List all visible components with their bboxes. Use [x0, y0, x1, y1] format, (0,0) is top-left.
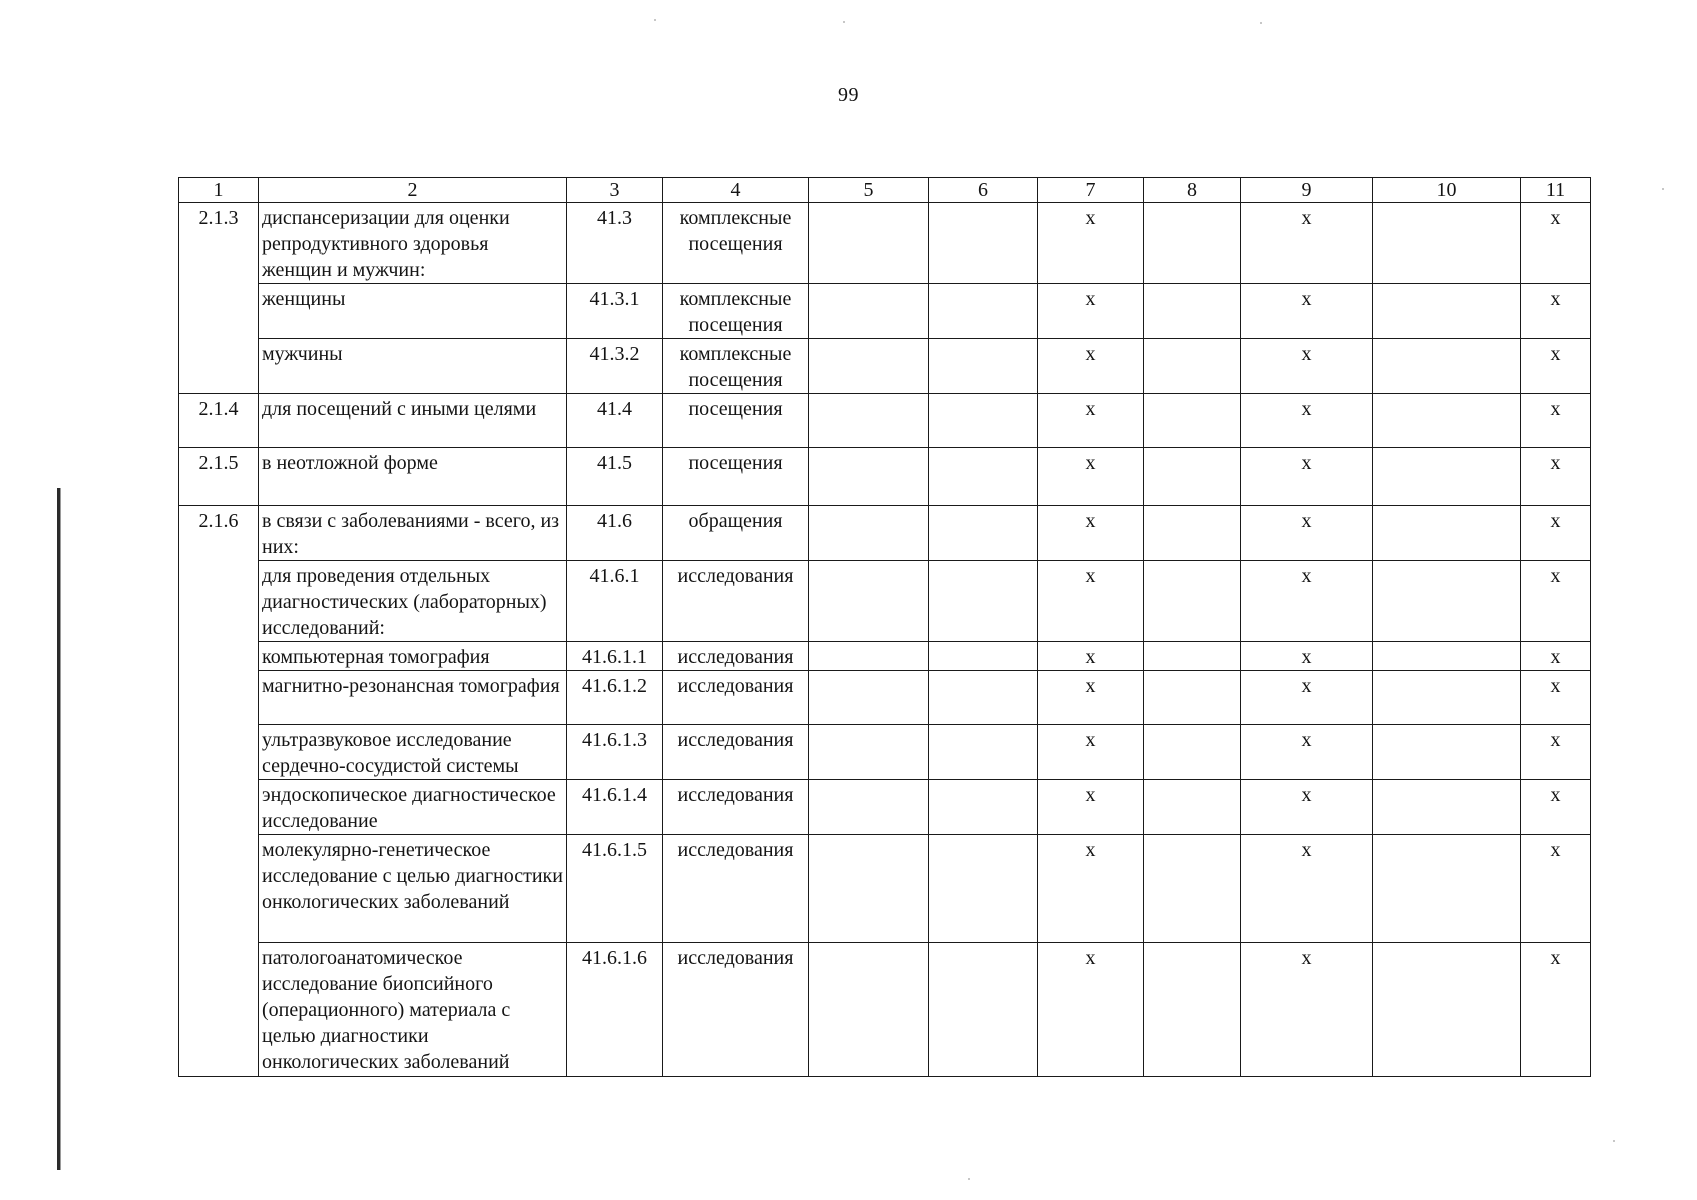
cell-empty [809, 671, 929, 725]
row-unit: обращения [663, 506, 809, 561]
cell-x-mark: х [1521, 671, 1591, 725]
table-row [179, 780, 1591, 835]
cell-empty [929, 642, 1038, 671]
scan-speck [1613, 1140, 1615, 1142]
row-code: 2.1.4 [179, 394, 259, 448]
cell-x-mark: х [1521, 780, 1591, 835]
row-code: 2.1.6 [179, 506, 259, 1077]
cell-empty [929, 561, 1038, 642]
cell-x-mark: х [1521, 642, 1591, 671]
cell-x-mark: х [1038, 943, 1144, 1077]
header-row [179, 178, 1591, 203]
row-code: 2.1.3 [179, 203, 259, 394]
row-line-number: 41.6.1.1 [567, 642, 663, 671]
table-row [179, 339, 1591, 394]
row-name: диспансеризации для оценки репродуктивного здоровья женщин и мужчин: [259, 203, 567, 284]
row-name: компьютерная томография [259, 642, 567, 671]
column-header: 7 [1038, 178, 1144, 203]
cell-x-mark: х [1038, 780, 1144, 835]
cell-empty [1144, 725, 1241, 780]
row-line-number: 41.4 [567, 394, 663, 448]
cell-empty [929, 203, 1038, 284]
row-unit: комплексные посещения [663, 284, 809, 339]
cell-empty [929, 725, 1038, 780]
cell-empty [1373, 725, 1521, 780]
cell-x-mark: х [1038, 339, 1144, 394]
row-line-number: 41.6.1.6 [567, 943, 663, 1077]
cell-x-mark: х [1241, 203, 1373, 284]
column-header: 9 [1241, 178, 1373, 203]
cell-empty [809, 943, 929, 1077]
table-row [179, 448, 1591, 506]
cell-x-mark: х [1241, 561, 1373, 642]
cell-x-mark: х [1038, 506, 1144, 561]
scan-speck [1260, 22, 1262, 24]
row-unit: исследования [663, 835, 809, 943]
row-code: 2.1.5 [179, 448, 259, 506]
statistics-table [178, 177, 1591, 1077]
cell-x-mark: х [1521, 448, 1591, 506]
cell-empty [929, 339, 1038, 394]
cell-empty [1373, 506, 1521, 561]
row-unit: исследования [663, 943, 809, 1077]
column-header: 4 [663, 178, 809, 203]
row-unit: комплексные посещения [663, 203, 809, 284]
cell-x-mark: х [1241, 448, 1373, 506]
cell-x-mark: х [1241, 671, 1373, 725]
cell-empty [1373, 642, 1521, 671]
row-name: для посещений с иными целями [259, 394, 567, 448]
table-row [179, 943, 1591, 1077]
cell-empty [929, 284, 1038, 339]
cell-empty [1373, 339, 1521, 394]
page-number: 99 [838, 84, 859, 106]
column-header: 5 [809, 178, 929, 203]
column-header: 10 [1373, 178, 1521, 203]
row-unit: исследования [663, 671, 809, 725]
cell-x-mark: х [1521, 203, 1591, 284]
cell-empty [1144, 284, 1241, 339]
table-row [179, 835, 1591, 943]
row-name: патологоанатомическое исследование биопсийного (операционного) материала с целью диагностики онкологических заболеваний [259, 943, 567, 1077]
cell-x-mark: х [1241, 642, 1373, 671]
cell-empty [1373, 203, 1521, 284]
cell-empty [809, 339, 929, 394]
row-line-number: 41.6.1 [567, 561, 663, 642]
row-name: ультразвуковое исследование сердечно-сосудистой системы [259, 725, 567, 780]
cell-empty [929, 506, 1038, 561]
cell-empty [1144, 780, 1241, 835]
row-line-number: 41.3.1 [567, 284, 663, 339]
cell-empty [1373, 394, 1521, 448]
table-row [179, 284, 1591, 339]
row-unit: исследования [663, 642, 809, 671]
row-name: эндоскопическое диагностическое исследование [259, 780, 567, 835]
cell-empty [929, 835, 1038, 943]
row-name: магнитно-резонансная томография [259, 671, 567, 725]
cell-empty [1373, 780, 1521, 835]
table-row [179, 203, 1591, 284]
row-name: женщины [259, 284, 567, 339]
cell-empty [1373, 448, 1521, 506]
row-line-number: 41.6.1.5 [567, 835, 663, 943]
row-unit: исследования [663, 725, 809, 780]
cell-empty [1144, 203, 1241, 284]
cell-empty [809, 561, 929, 642]
cell-empty [929, 671, 1038, 725]
scan-edge-shadow [60, 488, 61, 1170]
cell-empty [809, 725, 929, 780]
cell-empty [1144, 448, 1241, 506]
table-row [179, 725, 1591, 780]
row-unit: комплексные посещения [663, 339, 809, 394]
column-header: 3 [567, 178, 663, 203]
cell-x-mark: х [1038, 284, 1144, 339]
scan-speck [654, 19, 656, 21]
row-name: мужчины [259, 339, 567, 394]
cell-x-mark: х [1038, 448, 1144, 506]
cell-empty [1144, 642, 1241, 671]
row-line-number: 41.6.1.4 [567, 780, 663, 835]
cell-x-mark: х [1241, 394, 1373, 448]
cell-empty [809, 506, 929, 561]
cell-empty [1373, 561, 1521, 642]
cell-empty [1144, 943, 1241, 1077]
cell-x-mark: х [1038, 203, 1144, 284]
row-name: молекулярно-генетическое исследование с целью диагностики онкологических заболеваний [259, 835, 567, 943]
cell-empty [809, 835, 929, 943]
scan-speck [968, 1178, 970, 1180]
cell-empty [1144, 339, 1241, 394]
table-row [179, 506, 1591, 561]
row-unit: посещения [663, 448, 809, 506]
cell-x-mark: х [1038, 642, 1144, 671]
cell-empty [809, 203, 929, 284]
cell-x-mark: х [1038, 671, 1144, 725]
column-header: 8 [1144, 178, 1241, 203]
row-name: в неотложной форме [259, 448, 567, 506]
cell-x-mark: х [1521, 561, 1591, 642]
cell-x-mark: х [1241, 506, 1373, 561]
column-header: 6 [929, 178, 1038, 203]
scan-speck [843, 21, 845, 23]
cell-empty [929, 448, 1038, 506]
cell-x-mark: х [1521, 725, 1591, 780]
cell-empty [929, 943, 1038, 1077]
cell-x-mark: х [1521, 943, 1591, 1077]
row-line-number: 41.6 [567, 506, 663, 561]
table-row [179, 642, 1591, 671]
row-line-number: 41.5 [567, 448, 663, 506]
cell-empty [929, 780, 1038, 835]
cell-empty [809, 394, 929, 448]
row-unit: исследования [663, 561, 809, 642]
row-name: для проведения отдельных диагностических (лабораторных) исследований: [259, 561, 567, 642]
cell-empty [1144, 506, 1241, 561]
table-row [179, 561, 1591, 642]
row-unit: исследования [663, 780, 809, 835]
row-line-number: 41.6.1.3 [567, 725, 663, 780]
cell-empty [1144, 835, 1241, 943]
cell-empty [809, 284, 929, 339]
cell-empty [929, 394, 1038, 448]
cell-x-mark: х [1038, 725, 1144, 780]
column-header: 2 [259, 178, 567, 203]
cell-x-mark: х [1038, 835, 1144, 943]
cell-x-mark: х [1241, 284, 1373, 339]
cell-empty [1144, 561, 1241, 642]
cell-x-mark: х [1521, 835, 1591, 943]
cell-x-mark: х [1521, 394, 1591, 448]
row-unit: посещения [663, 394, 809, 448]
cell-x-mark: х [1038, 394, 1144, 448]
cell-x-mark: х [1521, 506, 1591, 561]
row-line-number: 41.3.2 [567, 339, 663, 394]
table-row [179, 671, 1591, 725]
cell-empty [809, 448, 929, 506]
cell-x-mark: х [1241, 725, 1373, 780]
cell-empty [1373, 943, 1521, 1077]
row-line-number: 41.3 [567, 203, 663, 284]
cell-x-mark: х [1241, 339, 1373, 394]
cell-x-mark: х [1241, 780, 1373, 835]
cell-empty [1373, 835, 1521, 943]
cell-x-mark: х [1521, 284, 1591, 339]
cell-empty [809, 780, 929, 835]
cell-empty [809, 642, 929, 671]
cell-x-mark: х [1241, 835, 1373, 943]
cell-empty [1373, 671, 1521, 725]
cell-x-mark: х [1241, 943, 1373, 1077]
table-row [179, 394, 1591, 448]
row-name: в связи с заболеваниями - всего, из них: [259, 506, 567, 561]
cell-x-mark: х [1521, 339, 1591, 394]
cell-x-mark: х [1038, 561, 1144, 642]
column-header: 11 [1521, 178, 1591, 203]
cell-empty [1144, 394, 1241, 448]
row-line-number: 41.6.1.2 [567, 671, 663, 725]
cell-empty [1373, 284, 1521, 339]
cell-empty [1144, 671, 1241, 725]
column-header: 1 [179, 178, 259, 203]
scan-speck [1662, 188, 1664, 190]
